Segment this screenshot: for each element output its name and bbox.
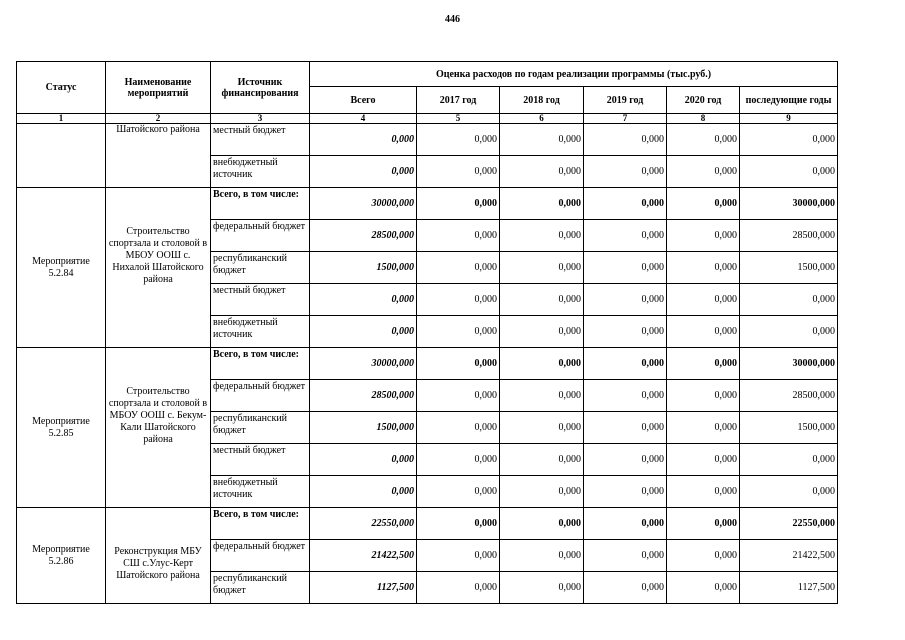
column-number: 3 — [211, 114, 310, 124]
value-cell-later: 28500,000 — [740, 380, 838, 412]
table-row — [17, 508, 838, 540]
value-cell-y2018: 0,000 — [500, 284, 584, 316]
value-cell-y2017: 0,000 — [417, 412, 500, 444]
value-cell-later: 30000,000 — [740, 188, 838, 220]
value-cell-y2020: 0,000 — [667, 380, 740, 412]
value-cell-y2017: 0,000 — [417, 156, 500, 188]
funding-source-cell: местный бюджет — [211, 124, 310, 156]
header-2020: 2020 год — [667, 87, 740, 114]
value-cell-y2019: 0,000 — [584, 380, 667, 412]
value-cell-y2018: 0,000 — [500, 316, 584, 348]
value-cell-total: 0,000 — [310, 476, 417, 508]
value-cell-y2018: 0,000 — [500, 348, 584, 380]
header-status: Статус — [17, 62, 106, 114]
value-cell-y2019: 0,000 — [584, 572, 667, 604]
header-later: последующие годы — [740, 87, 838, 114]
value-cell-later: 0,000 — [740, 284, 838, 316]
table-viewport — [16, 61, 838, 608]
funding-source-cell: республиканский бюджет — [211, 572, 310, 604]
funding-source-cell: внебюджетный источник — [211, 476, 310, 508]
value-cell-y2017: 0,000 — [417, 284, 500, 316]
value-cell-y2018: 0,000 — [500, 540, 584, 572]
value-cell-total: 28500,000 — [310, 380, 417, 412]
value-cell-y2019: 0,000 — [584, 220, 667, 252]
header-2018: 2018 год — [500, 87, 584, 114]
column-number: 9 — [740, 114, 838, 124]
measure-name-cell: Строительство спортзала и столовой в МБОУ ООШ с. Нихалой Шатойского района — [106, 188, 211, 348]
value-cell-total: 1500,000 — [310, 412, 417, 444]
column-number: 4 — [310, 114, 417, 124]
value-cell-y2018: 0,000 — [500, 444, 584, 476]
value-cell-y2017: 0,000 — [417, 188, 500, 220]
value-cell-y2020: 0,000 — [667, 252, 740, 284]
value-cell-later: 0,000 — [740, 316, 838, 348]
value-cell-y2017: 0,000 — [417, 380, 500, 412]
value-cell-total: 1500,000 — [310, 252, 417, 284]
value-cell-later: 1500,000 — [740, 252, 838, 284]
measure-name-cell: Строительство спортзала и столовой в МБОУ ООШ с. Бекум-Кали Шатойского района — [106, 348, 211, 508]
value-cell-y2019: 0,000 — [584, 316, 667, 348]
value-cell-y2017: 0,000 — [417, 572, 500, 604]
value-cell-y2018: 0,000 — [500, 508, 584, 540]
value-cell-y2019: 0,000 — [584, 156, 667, 188]
value-cell-y2019: 0,000 — [584, 476, 667, 508]
value-cell-total: 30000,000 — [310, 188, 417, 220]
funding-source-cell: внебюджетный источник — [211, 316, 310, 348]
value-cell-later: 1127,500 — [740, 572, 838, 604]
header-source: Источник финансирования — [211, 62, 310, 114]
table-row — [17, 348, 838, 380]
funding-source-cell: Всего, в том числе: — [211, 508, 310, 540]
value-cell-y2020: 0,000 — [667, 348, 740, 380]
value-cell-total: 30000,000 — [310, 348, 417, 380]
value-cell-later: 0,000 — [740, 156, 838, 188]
value-cell-y2017: 0,000 — [417, 508, 500, 540]
value-cell-y2019: 0,000 — [584, 412, 667, 444]
value-cell-later: 28500,000 — [740, 220, 838, 252]
table-row — [17, 188, 838, 220]
value-cell-y2019: 0,000 — [584, 124, 667, 156]
value-cell-later: 1500,000 — [740, 412, 838, 444]
value-cell-y2017: 0,000 — [417, 316, 500, 348]
status-cell: Мероприятие 5.2.86 — [17, 508, 106, 604]
funding-source-cell: Всего, в том числе: — [211, 188, 310, 220]
column-number: 2 — [106, 114, 211, 124]
value-cell-y2020: 0,000 — [667, 476, 740, 508]
value-cell-y2019: 0,000 — [584, 252, 667, 284]
value-cell-total: 21422,500 — [310, 540, 417, 572]
value-cell-y2017: 0,000 — [417, 540, 500, 572]
column-number: 1 — [17, 114, 106, 124]
value-cell-y2018: 0,000 — [500, 380, 584, 412]
measure-name-cell: Реконструкция МБУ СШ с.Улус-Керт Шатойского района — [106, 508, 211, 604]
funding-source-cell: Всего, в том числе: — [211, 348, 310, 380]
value-cell-y2019: 0,000 — [584, 284, 667, 316]
value-cell-total: 28500,000 — [310, 220, 417, 252]
header-name: Наименование мероприятий — [106, 62, 211, 114]
value-cell-y2020: 0,000 — [667, 412, 740, 444]
header-2019: 2019 год — [584, 87, 667, 114]
value-cell-total: 1127,500 — [310, 572, 417, 604]
value-cell-total: 0,000 — [310, 316, 417, 348]
value-cell-y2019: 0,000 — [584, 540, 667, 572]
value-cell-y2018: 0,000 — [500, 412, 584, 444]
column-number: 6 — [500, 114, 584, 124]
value-cell-y2020: 0,000 — [667, 156, 740, 188]
value-cell-later: 0,000 — [740, 124, 838, 156]
value-cell-y2018: 0,000 — [500, 476, 584, 508]
funding-source-cell: местный бюджет — [211, 444, 310, 476]
value-cell-y2017: 0,000 — [417, 444, 500, 476]
funding-source-cell: республиканский бюджет — [211, 412, 310, 444]
value-cell-later: 0,000 — [740, 444, 838, 476]
value-cell-later: 30000,000 — [740, 348, 838, 380]
funding-source-cell: федеральный бюджет — [211, 220, 310, 252]
value-cell-y2020: 0,000 — [667, 444, 740, 476]
value-cell-y2018: 0,000 — [500, 572, 584, 604]
column-number: 8 — [667, 114, 740, 124]
value-cell-total: 0,000 — [310, 156, 417, 188]
budget-table — [16, 61, 838, 604]
table-row — [17, 124, 838, 156]
header-total: Всего — [310, 87, 417, 114]
value-cell-y2019: 0,000 — [584, 508, 667, 540]
value-cell-later: 21422,500 — [740, 540, 838, 572]
funding-source-cell: федеральный бюджет — [211, 380, 310, 412]
value-cell-y2017: 0,000 — [417, 124, 500, 156]
funding-source-cell: республиканский бюджет — [211, 252, 310, 284]
value-cell-y2018: 0,000 — [500, 188, 584, 220]
page-number: 446 — [445, 14, 460, 25]
value-cell-y2018: 0,000 — [500, 124, 584, 156]
value-cell-later: 22550,000 — [740, 508, 838, 540]
value-cell-total: 22550,000 — [310, 508, 417, 540]
value-cell-y2019: 0,000 — [584, 188, 667, 220]
funding-source-cell: местный бюджет — [211, 284, 310, 316]
value-cell-y2020: 0,000 — [667, 508, 740, 540]
value-cell-total: 0,000 — [310, 124, 417, 156]
header-estimate: Оценка расходов по годам реализации программы (тыс.руб.) — [310, 62, 838, 87]
value-cell-y2017: 0,000 — [417, 220, 500, 252]
column-numbers-row — [17, 114, 838, 124]
value-cell-y2020: 0,000 — [667, 540, 740, 572]
column-number: 5 — [417, 114, 500, 124]
status-cell — [17, 124, 106, 188]
status-cell: Мероприятие 5.2.84 — [17, 188, 106, 348]
value-cell-y2017: 0,000 — [417, 252, 500, 284]
value-cell-y2017: 0,000 — [417, 476, 500, 508]
value-cell-y2020: 0,000 — [667, 188, 740, 220]
value-cell-y2020: 0,000 — [667, 572, 740, 604]
value-cell-y2019: 0,000 — [584, 444, 667, 476]
column-number: 7 — [584, 114, 667, 124]
value-cell-total: 0,000 — [310, 444, 417, 476]
value-cell-total: 0,000 — [310, 284, 417, 316]
value-cell-later: 0,000 — [740, 476, 838, 508]
value-cell-y2020: 0,000 — [667, 124, 740, 156]
value-cell-y2018: 0,000 — [500, 220, 584, 252]
value-cell-y2020: 0,000 — [667, 220, 740, 252]
status-cell: Мероприятие 5.2.85 — [17, 348, 106, 508]
measure-name-cell: Шатойского района — [106, 124, 211, 188]
value-cell-y2020: 0,000 — [667, 284, 740, 316]
value-cell-y2018: 0,000 — [500, 252, 584, 284]
value-cell-y2018: 0,000 — [500, 156, 584, 188]
value-cell-y2020: 0,000 — [667, 316, 740, 348]
funding-source-cell: внебюджетный источник — [211, 156, 310, 188]
funding-source-cell: федеральный бюджет — [211, 540, 310, 572]
header-2017: 2017 год — [417, 87, 500, 114]
value-cell-y2017: 0,000 — [417, 348, 500, 380]
value-cell-y2019: 0,000 — [584, 348, 667, 380]
